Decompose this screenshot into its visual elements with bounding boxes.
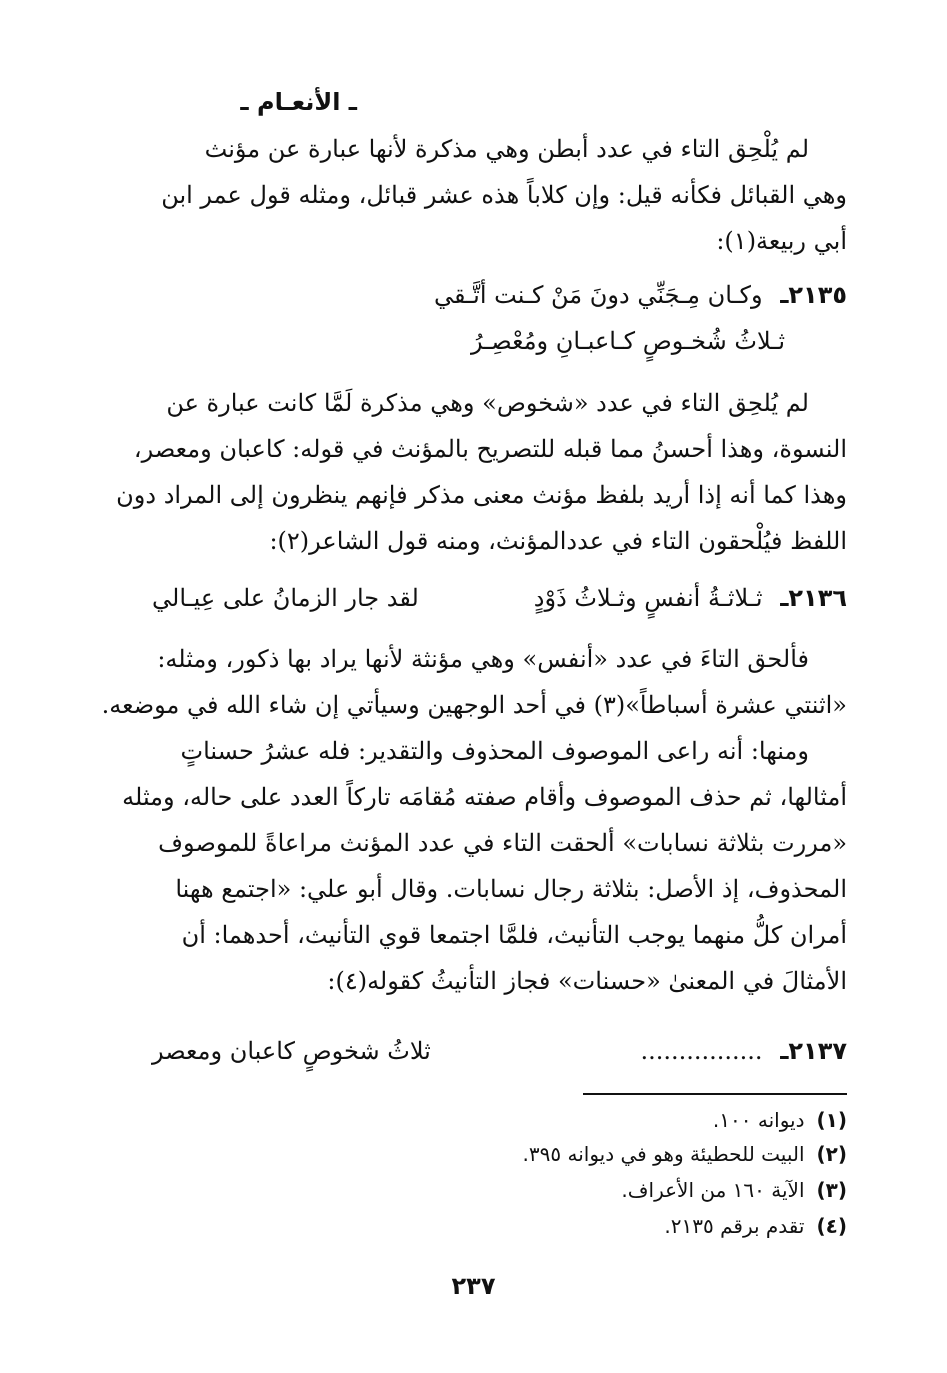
- verse-number: ٢١٣٥ـ: [780, 281, 847, 309]
- verse-number: ٢١٣٧ـ: [780, 1037, 847, 1065]
- footnote-text: الآية ١٦٠ من الأعراف.: [621, 1178, 805, 1202]
- verse-2137: [152, 1028, 847, 1074]
- verse-hemistich: لقد جار الزمانُ على عِيـالي: [152, 584, 419, 612]
- paragraph-2: [116, 380, 847, 564]
- footnote-number: (٢): [816, 1142, 847, 1166]
- page-number: ٢٣٧: [451, 1272, 496, 1300]
- text-line: النسوة، وهذا أحسنُ مما قبله للتصريح بالمؤنث في قوله: كاعبان ومعصر،: [133, 435, 847, 463]
- verse-ellipsis: ................: [640, 1037, 763, 1065]
- footnote-3: [621, 1174, 847, 1206]
- footnote-text: تقدم برقم ٢١٣٥.: [664, 1214, 805, 1238]
- footnote-text: ديوانه ١٠٠.: [712, 1108, 805, 1132]
- paragraph-3: [101, 636, 847, 728]
- text-line: فألحق التاءَ في عدد «أنفس» وهي مؤنثة لأنها يراد بها ذكور، ومثله:: [157, 645, 809, 673]
- text-line: «مررت بثلاثة نسابات» ألحقت التاء في عدد المؤنث مراعاةً للموصوف: [158, 829, 847, 857]
- footnote-4: [664, 1210, 847, 1242]
- footnote-divider: [583, 1093, 847, 1095]
- verse-number: ٢١٣٦ـ: [780, 584, 847, 612]
- text-line: وهي القبائل فكأنه قيل: وإن كلاباً هذه عشر قبائل، ومثله قول عمر ابن: [161, 181, 847, 209]
- verse-2135-second: [152, 318, 785, 364]
- footnote-number: (٤): [816, 1214, 847, 1238]
- verse-hemistich: ثـلاثُ شُخـوصٍ كـاعبـانِ ومُعْصِـرُ: [471, 327, 785, 355]
- text-line: ومنها: أنه راعى الموصوف المحذوف والتقدير: فله عشرُ حسناتٍ: [180, 737, 809, 765]
- text-line: لم يُلحِق التاء في عدد «شخوص» وهي مذكرة لَمَّا كانت عبارة عن: [166, 389, 809, 417]
- text-line: المحذوف، إذ الأصل: بثلاثة رجال نسابات. وقال أبو علي: «اجتمع ههنا: [175, 875, 847, 903]
- text-line: أبي ربيعة(١):: [716, 227, 847, 255]
- verse-hemistich: ثلاثُ شخوصٍ كاعبان ومعصر: [152, 1037, 431, 1065]
- verse-hemistich: وكـان مِـجَنِّي دونَ مَنْ كـنت أتَّـقي: [433, 281, 763, 309]
- text-line: الأمثالَ في المعنىٰ «حسنات» فجاز التأنيثُ كقوله(٤):: [327, 967, 847, 995]
- text-line: أمران كلُّ منهما يوجب التأنيث، فلمَّا اجتمعا قوي التأنيث، أحدهما: أن: [181, 921, 847, 949]
- footnote-2: [523, 1138, 847, 1170]
- footnote-number: (١): [816, 1108, 847, 1132]
- verse-hemistich: ثـلاثـةُ أنفسٍ وثـلاثُ ذَوْدٍ: [533, 584, 763, 612]
- verse-2136: [152, 575, 847, 621]
- paragraph-4: [122, 728, 847, 1004]
- text-line: وهذا كما أنه إذا أريد بلفظ مؤنث معنى مذكر فإنهم ينظرون إلى المراد دون: [116, 481, 847, 509]
- running-header: ـ الأنعـام ـ: [240, 88, 357, 116]
- footnote-text: البيت للحطيئة وهو في ديوانه ٣٩٥.: [522, 1142, 805, 1166]
- paragraph-1: [152, 126, 847, 264]
- footnote-number: (٣): [816, 1178, 847, 1202]
- text-line: لم يُلْحِق التاء في عدد أبطن وهي مذكرة لأنها عبارة عن مؤنث: [204, 135, 809, 163]
- text-line: «اثنتي عشرة أسباطاً»(٣) في أحد الوجهين وسيأتي إن شاء الله في موضعه.: [101, 691, 847, 719]
- text-line: أمثالها، ثم حذف الموصوف وأقام صفته مُقامَه تاركاً العدد على حاله، ومثله: [122, 783, 847, 811]
- text-line: اللفظ فيُلْحقون التاء في عددالمؤنث، ومنه قول الشاعر(٢):: [269, 527, 847, 555]
- verse-2135-first: [152, 272, 847, 318]
- footnote-1: [713, 1104, 847, 1136]
